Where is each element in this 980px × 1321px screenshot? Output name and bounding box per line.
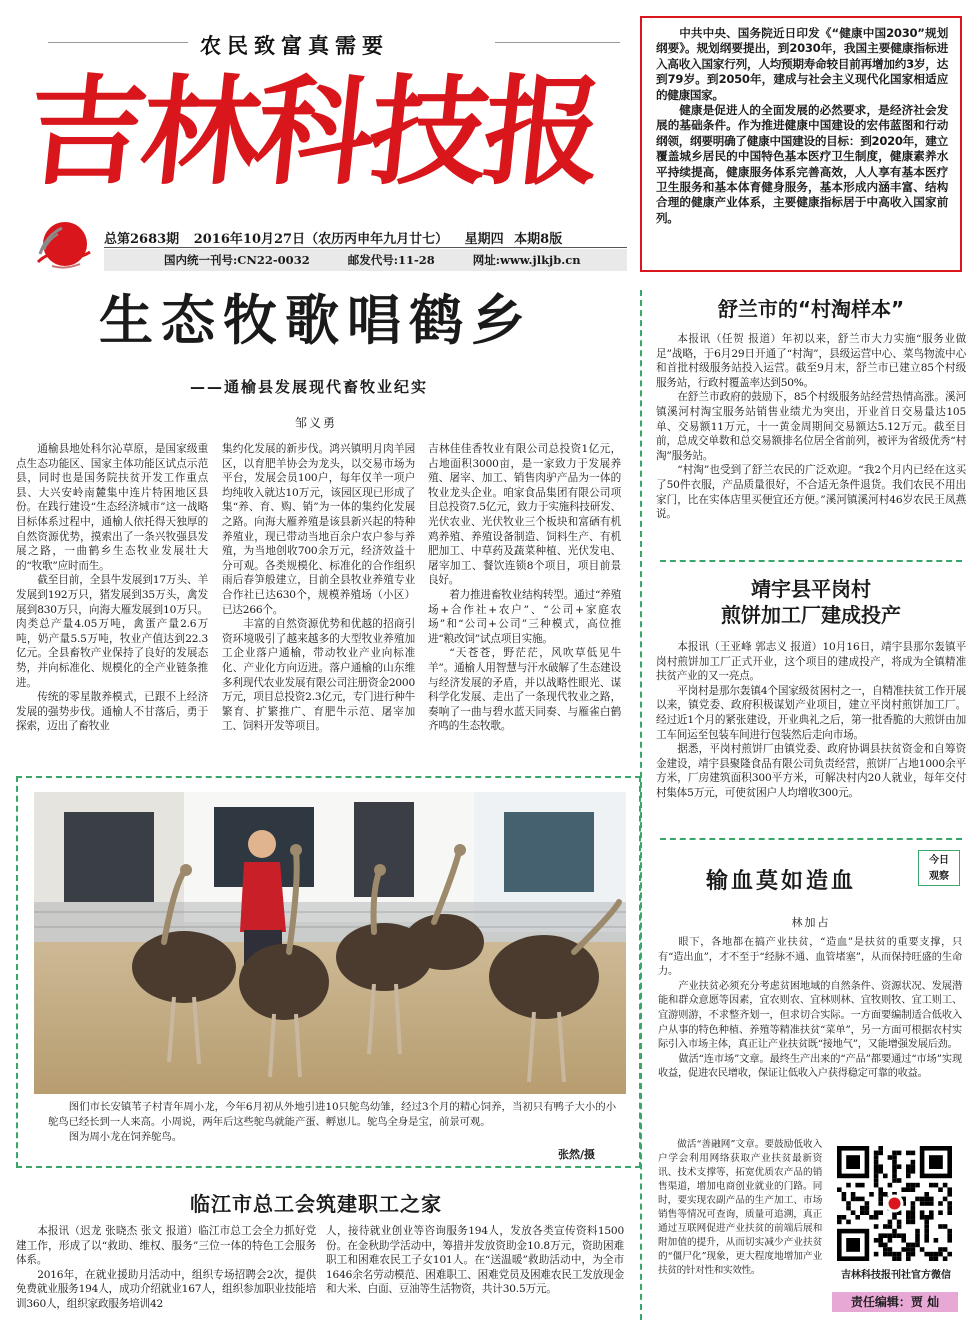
main-col-1 — [16, 442, 208, 734]
masthead-slogan: 农民致富真需要 — [200, 34, 389, 58]
website-link[interactable]: 网址:www.jlkjb.cn — [472, 253, 581, 267]
body-paragraph: 截至目前，全县牛发展到17万头、羊发展到192万只，猪发展到35万头，禽发展到830万只，向海大雁发展到10万只。肉类总产量4.05万吨，禽蛋产量2.6万吨，奶产量5.5万吨，牧业产值达到22.3亿元。全县畜牧产业保持了良好的发展态势，并向标准化、规模化的全产业链条推进。 — [16, 574, 208, 689]
main-subheadline: ——通榆县发展现代畜牧业纪实 — [190, 378, 429, 396]
body-paragraph: 平岗村是那尔轰镇4个国家级贫困村之一，自精准扶贫工作开展以来，镇党委、政府积极谋划产业项目，建立平岗村煎饼加工厂。经过近1个月的紧张建设，开业典礼之后，第一批香脆的大煎饼由加工车间运至包装车间进行包装然后走向市场。 — [656, 684, 966, 741]
photo-caption-text: 图们市长安镇苇子村青年周小龙，今年6月初从外地引进10只鸵鸟幼雏，经过3个月的精心饲养，当初只有鸭子大小的小鸵鸟已经长到一人来高。小周说，两年后这些鸵鸟就能产蛋、孵崽儿。鸵鸟全身是宝，前景可观。 — [48, 1101, 616, 1128]
body-paragraph: 据悉，平岗村煎饼厂由镇党委、政府协调县扶贫资金和自筹资金建设，靖宇县聚隆食品有限公司负责经营，煎饼厂占地1000余平方米，厂房建筑面积300平方米，可解决村内20人就业，每年交付村集体5万元，可使贫困户人均增收300元。 — [656, 743, 966, 799]
body-paragraph: 人，接待就业创业等咨询服务194人，发放各类宣传资料1500份。在金秋助学活动中，筹措并发放资助金10.8万元，资助困难职工和困难农民工子女101人。在“送温暖”救助活动中，为全市1646余名劳动模范、困难职工、困难党员及困难农民工发放现金和大米、白面、豆油等生活物资，共计30.5万元。 — [326, 1225, 624, 1296]
publication-codes — [104, 249, 627, 271]
bottom-article — [0, 1180, 632, 1321]
body-paragraph: 做活“善融网”文章。要鼓励低收入户学会利用网络获取产业扶贫最新资讯、技术支撑等，拓宽优质农产品的销售渠道，增加电商创业就业的门路。同时，要实现农副产品的生产加工、市场销售等情况可查询，质量可追溯，真正通过互联网促进产业扶贫的前端后展和附加值的提升，从而切实减少产业扶贫的“僵尸化”现象，更大程度地增加产业扶贫的针对性和实效性。 — [658, 1139, 822, 1276]
right-article-1 — [656, 288, 966, 522]
slogan-rule-left — [48, 42, 188, 43]
body-paragraph: 产业扶贫必须充分考虑贫困地域的自然条件、资源状况、发展潜能和群众意愿等因素，宜农则农、宜林则林、宜牧则牧、宜工则工、宜游则游，不求整齐划一，但求切合实际。一方面要编制适合低收入户从事的特色种植、养殖等精准扶贫“菜单”，另一方面可根据农村实际引入市场主体，真正让产业扶贫既“接地气”，又能增强发展后劲。 — [658, 980, 962, 1051]
section-divider — [660, 838, 962, 840]
lead-paragraph: 中共中央、国务院近日印发《“健康中国2030”规划纲要》。规划纲要提出，到2030年，我国主要健康指标进入高收入国家行列，人均预期寿命较目前再增加约3岁，达到79岁。到2050年，建成与社会主义现代化国家相适应的健康国家。 — [656, 26, 948, 102]
commentary-body-bottom — [658, 1138, 822, 1278]
main-headline: 生态牧歌唱鹤乡 — [99, 289, 533, 352]
body-paragraph: 2016年，在就业援助月活动中，组织专场招聘会2次，提供免费就业服务194人，成功介绍就业167人，组织参加职业技能培训360人，组织家政服务培训42 — [16, 1268, 316, 1310]
right-headline: 煎饼加工厂建成投产 — [721, 603, 901, 627]
logo-icon — [32, 214, 94, 274]
lead-box — [640, 16, 962, 272]
body-paragraph: “天苍苍，野茫茫，风吹草低见牛羊”。通榆人用智慧与汗水破解了生态建设与经济发展的矛盾，并以战略性眼光、谋科学化发展、走出了一条现代牧业之路，奏响了一曲与碧水蓝天同奏、与雁雀白鹤齐鸣的生态牧歌。 — [428, 647, 621, 733]
ostrich-photo — [34, 792, 626, 1094]
body-paragraph: 集约化发展的新步伐。鸿兴镇明月肉羊园区，以育肥羊协会为龙头，以交易市场为平台，发展会员100户，每年仅羊一项户均纯收入就达10万元，该园区现已形成了集“养、育、购、销”为一体的集约化发展之路。向海大雁养殖是该县新兴起的特种养殖业，现已带动当地百余户农户参与养殖，为当地创收700余万元，经济效益十分可观。各类规模化、标准化的合作组织雨后春笋般建立，目前全县牧业养殖专业合作社已达630个，规模养殖场（小区）已达266个。 — [222, 443, 415, 616]
body-paragraph: 眼下，各地都在搞产业扶贫，“造血”是扶贫的重要支撑，只有“造出血”，才不至于“经脉不通、血管堵塞”，从而保持旺盛的生命力。 — [658, 937, 962, 978]
issue-date: 2016年10月27日（农历丙申年九月廿七） — [193, 232, 449, 247]
masthead-title: 吉林科技报 — [20, 62, 606, 201]
bottom-col-1 — [16, 1224, 316, 1312]
photo-caption — [48, 1100, 616, 1145]
badge-line: 观察 — [929, 871, 949, 882]
photo-credit: 张然/摄 — [558, 1148, 596, 1161]
commentary-headline: 输血莫如造血 — [705, 869, 856, 894]
today-observation-badge — [918, 850, 960, 886]
body-paragraph: 本报讯（王亚峰 郭志义 报道）10月16日，靖宇县那尔轰镇平岗村煎饼加工厂正式开业，这个项目的建成投产，将成为全镇精准扶贫产业的又一亮点。 — [656, 641, 966, 683]
qr-caption: 吉林科技报刊社官方微信 — [841, 1270, 951, 1281]
body-paragraph: 本报讯（任贺 报道）年初以来，舒兰市大力实施“服务业做足”战略，于6月29日开通了“村淘”，县级运营中心、菜鸟物流中心和首批村级服务站投入运营。截至9月末，舒兰市已建立85个村级服务站，行政村覆盖率达到50%。 — [656, 333, 966, 389]
editor-label: 责任编辑：贾 灿 — [832, 1292, 958, 1312]
body-paragraph: 丰富的自然资源优势和优越的招商引资环境吸引了越来越多的大型牧业养殖加工企业落户通榆，带动牧业产业向标准化、产业化方向迈进。落户通榆的山东维多利现代农业发展有限公司注册资金2000万元，项目总投资2.3亿元，专门进行种牛繁育、扩繁推广、育肥牛示范、屠宰加工、饲料开发等项目。 — [222, 618, 415, 733]
right-article-3 — [656, 846, 966, 1321]
lead-paragraph: 健康是促进人的全面发展的必然要求，是经济社会发展的基础条件。作为推进健康中国建设的宏伟蓝图和行动纲领，纲要明确了健康中国建设的目标：到2020年，建立覆盖城乡居民的中国特色基本医疗卫生制度，健康素养水平持续提高，健康服务体系完善高效，人人享有基本医疗卫生服务和基本体育健身服务，基本形成内涵丰富、结构合理的健康产业体系，主要健康指标居于中高收入国家前列。 — [656, 103, 948, 225]
right-headline: 舒兰市的“村淘样本” — [717, 297, 905, 321]
body-paragraph: 本报讯（迟龙 张晓杰 张文 报道）临江市总工会全力抓好党建工作，形成了以“救助、维权、服务”三位一体的特色工会服务体系。 — [16, 1225, 316, 1267]
issue-weekday: 星期四 — [464, 232, 504, 247]
body-paragraph: 吉林佳佳香牧业有限公司总投资1亿元，占地面积3000亩，是一家致力于发展养殖、屠宰、加工、销售肉驴产品为一体的牧业龙头企业。咱家食品集团有限公司项目总投资7.5亿元，致力于实施科技研发、光伏农业、光伏牧业三个板块和富硒有机鸡养殖、养殖设备制造、饲料生产、有机肥加工、中草药及蔬菜种植、光伏发电、屠宰加工、餐饮连锁8个项目，项目前景良好。 — [428, 443, 621, 587]
badge-line: 今日 — [929, 855, 949, 866]
masthead — [0, 0, 635, 280]
body-paragraph: 通榆县地处科尔沁草原，是国家级重点生态功能区、国家主体功能区试点示范县，同时也是国务院扶贫开发工作重点县、大兴安岭南麓集中连片特困地区县份。在践行建设“生态经济城市”这一战略目标体系过程中，通榆人依托得天独厚的自然资源优势，摸索出了一条兴牧强县发展之路，一曲鹤乡生态牧业发展壮大的“牧歌”应时而生。 — [16, 443, 208, 572]
issue-info-row — [104, 228, 629, 247]
cn-code: 国内统一刊号:CN22-0032 — [164, 253, 310, 267]
slogan-rule-right — [495, 42, 620, 43]
issue-number: 总第2683期 — [104, 232, 180, 247]
main-col-3 — [428, 442, 621, 734]
bottom-headline: 临江市总工会筑建职工之家 — [190, 1192, 442, 1216]
body-paragraph: 着力推进畜牧业结构转型。通过“养殖场+合作社+农户”、“公司+家庭农场”和“公司+公司”三种模式，高位推进“粮改饲”试点项目实施。 — [428, 588, 621, 645]
body-paragraph: 做活“连市场”文章。最终生产出来的“产品”都要通过“市场”实现收益，促进农民增收，保证让低收入户获得稳定可靠的收益。 — [658, 1053, 962, 1080]
body-paragraph: 在舒兰市政府的鼓励下，85个村级服务站经营热情高涨。溪河镇溪河村淘宝服务站销售业绩尤为突出，开业首日交易量达105单、交易额11万元，十一黄金周期间交易额达5.12万元。截至目前，总成交单数和总交易额排名位居全省前列，被评为省级优秀“村淘”服务站。 — [656, 391, 966, 462]
photo-box — [16, 776, 641, 1168]
photo-caption-text-2: 图为周小龙在饲养鸵鸟。 — [68, 1131, 182, 1143]
issue-divider — [104, 247, 627, 248]
main-article — [0, 282, 632, 772]
issue-pages: 本期8版 — [514, 232, 563, 247]
main-col-2 — [222, 442, 415, 734]
body-paragraph: 传统的零星散养模式，已跟不上经济发展的强势步伐。通榆人不甘落后，勇于探索，迈出了畜牧业 — [16, 691, 208, 733]
main-author: 邹义勇 — [294, 416, 337, 430]
section-divider — [660, 560, 962, 562]
commentary-body-top — [658, 936, 962, 1082]
wechat-qr-code[interactable] — [832, 1144, 958, 1264]
body-paragraph: “村淘”也受到了舒兰农民的广泛欢迎。“我2个月内已经在这买了50件衣服，产品质量很好，不合适无条件退货。我们农民不用出家门，比在实体店里买便宜还方便。”溪河镇溪河村46岁农民王凤燕说。 — [656, 464, 966, 521]
post-code: 邮发代号:11-28 — [347, 253, 435, 267]
right-article-2 — [656, 576, 966, 801]
right-headline: 靖宇县平岗村 — [751, 577, 871, 601]
commentary-author: 林加占 — [791, 916, 831, 929]
bottom-col-2 — [326, 1224, 624, 1297]
right-column-rule — [640, 290, 642, 1320]
